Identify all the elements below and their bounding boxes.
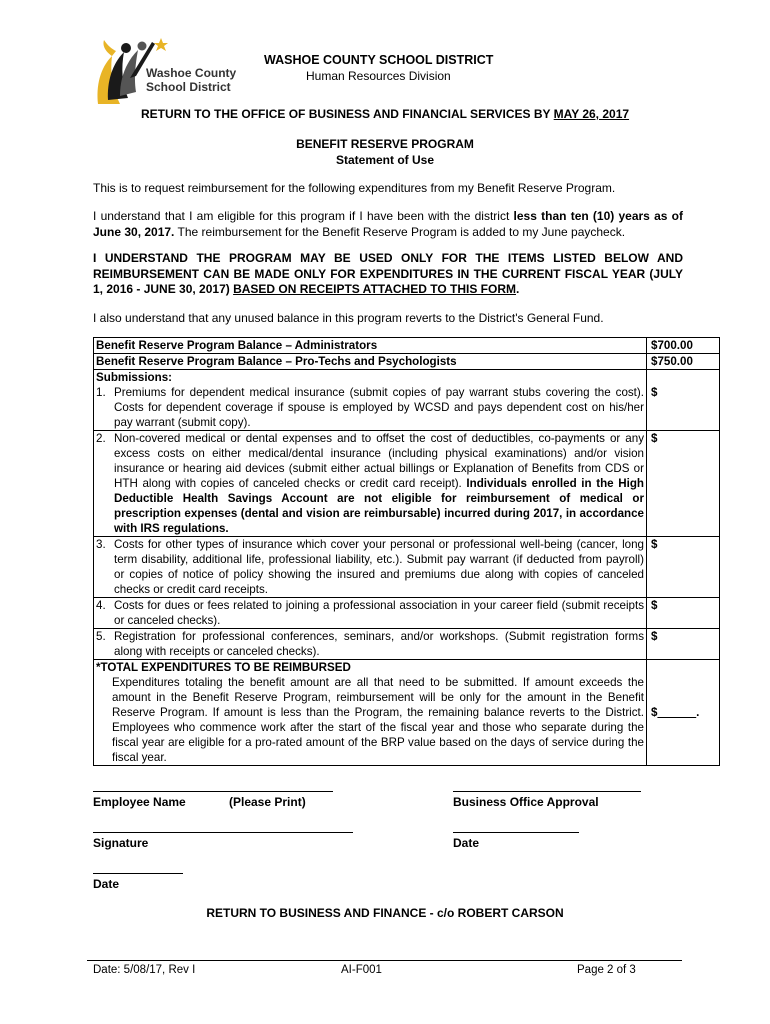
item-text: Registration for professional conferences, seminars, and/or workshops. (Submit registration forms along with receipts or canceled checks). [114, 630, 644, 658]
submission-item-1 [96, 385, 644, 430]
return-closing: RETURN TO BUSINESS AND FINANCE - c/o ROBERT CARSON [206, 906, 564, 920]
receipts-attached: BASED ON RECEIPTS ATTACHED TO THIS FORM [233, 282, 516, 296]
approval-date-label: Date [453, 836, 480, 850]
total-amount-field[interactable] [647, 660, 720, 766]
please-print-label: (Please Print) [229, 795, 306, 809]
return-deadline: MAY 26, 2017 [553, 107, 630, 121]
item-text: Costs for other types of insurance which cover your personal or professional well-being (cancer, long term disability, additional life, professional liability, etc.). Submit pay warrant (if deducted from payroll) or copies of notice of policy showing the insured and premiums due along with copies of canceled checks or credit card receipts. [114, 538, 644, 596]
total-period: . [696, 706, 700, 719]
signature-line[interactable] [93, 832, 353, 833]
employee-date-label: Date [93, 877, 120, 891]
submission-item-3 [96, 537, 644, 597]
program-subtitle: Statement of Use [335, 153, 435, 167]
table-row [94, 354, 720, 370]
logo-text-line1: Washoe County [146, 66, 237, 80]
employee-name-line[interactable] [93, 791, 333, 792]
paragraph-eligibility [93, 209, 683, 240]
understand-end: . [516, 282, 520, 296]
table-row [94, 370, 720, 431]
item-text: Costs for dues or fees related to joining a professional association in your career field (submit receipts or canceled checks). [114, 599, 644, 627]
table-row [94, 431, 720, 537]
table-row [94, 598, 720, 629]
item-number: 2. [96, 432, 106, 445]
table-row [94, 537, 720, 598]
item-3-amount-field[interactable]: $ [647, 537, 720, 598]
submission-item-4 [96, 598, 644, 628]
item-text: Non-covered medical or dental expenses and to offset the cost of deductibles, co-payments or any excess costs on either medical/dental insurance (including physical examinations) and/or vision insurance or hearing aid devices (submit either actual billings or Explanation of Benefits from CDS or HTH along with copies of canceled checks or credit card receipt). [114, 432, 644, 490]
admin-balance-amount: $700.00 [647, 338, 720, 354]
admin-balance-label: Benefit Reserve Program Balance – Administrators [94, 338, 647, 354]
footer-rule [87, 960, 682, 961]
logo-text-line2: School District [146, 80, 231, 94]
district-name: WASHOE COUNTY SCHOOL DISTRICT [264, 53, 494, 67]
return-notice-text: RETURN TO THE OFFICE OF BUSINESS AND FINANCIAL SERVICES BY [140, 107, 554, 121]
division-name: Human Resources Division [306, 69, 451, 83]
business-approval-label: Business Office Approval [453, 795, 599, 809]
submissions-label: Submissions: [96, 371, 173, 384]
paragraph-unused-balance: I also understand that any unused balance in this program reverts to the District's General Fund. [93, 311, 604, 325]
employee-name-label: Employee Name [93, 795, 186, 809]
table-row [94, 338, 720, 354]
submission-item-5 [96, 629, 644, 659]
item-5-amount-field[interactable]: $ [647, 629, 720, 660]
item-1-amount-field[interactable]: $ [647, 370, 720, 431]
district-logo [90, 34, 250, 110]
program-title-block [0, 136, 770, 168]
total-label: *TOTAL EXPENDITURES TO BE REIMBURSED [96, 661, 351, 674]
item-number: 1. [96, 386, 106, 399]
total-dollar-sign: $ [651, 706, 658, 719]
table-row [94, 629, 720, 660]
table-row [94, 660, 720, 766]
program-title: BENEFIT RESERVE PROGRAM [296, 137, 474, 151]
paragraph-request: This is to request reimbursement for the following expenditures from my Benefit Reserve Program. [93, 181, 616, 195]
item-2-hdhsa-notice: Individuals enrolled in the High Deductible Health Savings Account are not eligible for reimbursement of medical or prescription expenses (dental and vision are reimbursable) incurred during 2017, in accordance with IRS regulations. [114, 477, 644, 535]
item-number: 4. [96, 599, 106, 612]
total-explanation: Expenditures totaling the benefit amount are all that need to be submitted. If amount exceeds the amount in the Benefit Reserve Program, reimbursement will be only for the amount in the Benefit Reserve Program. If amount is less than the Program, the remaining balance reverts to the District. Employees who commence work after the start of the fiscal year and those who separate during the fiscal year are eligible for a pro-rated amount of the BRP value based on the days of service during the fiscal year. [112, 676, 644, 764]
return-notice [0, 107, 770, 121]
item-2-amount-field[interactable]: $ [647, 431, 720, 537]
item-number: 3. [96, 538, 106, 551]
item-number: 5. [96, 630, 106, 643]
eligibility-post: The reimbursement for the Benefit Reserve Program is added to my June paycheck. [174, 224, 626, 239]
submission-item-2 [96, 431, 644, 536]
footer-page-number: Page 2 of 3 [577, 964, 636, 976]
protech-balance-amount: $750.00 [647, 354, 720, 370]
eligibility-text: I understand that I am eligible for this program if I have been with the district [93, 209, 514, 223]
paragraph-understand [93, 251, 683, 298]
signature-label: Signature [93, 836, 149, 850]
footer-form-id: AI-F001 [341, 964, 382, 976]
understand-text: I UNDERSTAND THE PROGRAM MAY BE USED ONLY FOR THE ITEMS LISTED BELOW AND REIMBURSEMENT CAN BE MADE ONLY FOR EXPENDITURES IN THE CURRENT FISCAL YEAR (JULY 1, 2016 - JUNE 30, 2017) [93, 251, 683, 296]
expenditure-table [93, 337, 720, 766]
footer-date-rev: Date: 5/08/17, Rev I [93, 964, 196, 976]
eligibility-bold: less than ten (10) years as of June 30, 2017. [93, 209, 683, 239]
item-text: Premiums for dependent medical insurance (submit copies of pay warrant stubs covering the cost). Costs for dependent coverage if spouse is employed by WCSD and pays dependent cost on his/her pay warrant (submit copy). [114, 386, 644, 429]
protech-balance-label: Benefit Reserve Program Balance – Pro-Techs and Psychologists [94, 354, 647, 370]
business-approval-line[interactable] [453, 791, 641, 792]
total-blank: ______ [657, 706, 697, 719]
item-4-amount-field[interactable]: $ [647, 598, 720, 629]
approval-date-line[interactable] [453, 832, 579, 833]
employee-date-line[interactable] [93, 873, 183, 874]
